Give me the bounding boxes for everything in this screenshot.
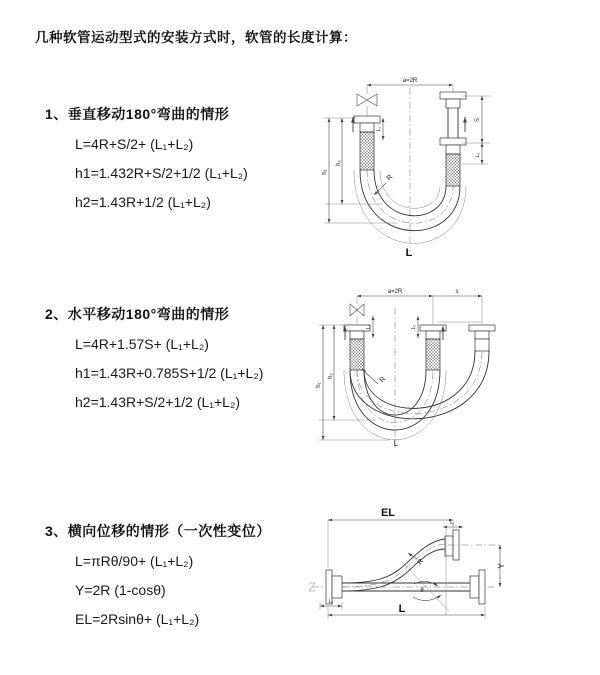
formula-h2: h2=1.43R+S/2+1/2 (L₁+L₂) — [75, 394, 241, 410]
dim-s-l2 — [462, 96, 490, 164]
radius-label: R — [378, 375, 388, 385]
dim-label-s: s — [455, 289, 459, 295]
braided-hose-section — [446, 154, 460, 186]
middle-pipe-flange — [420, 325, 446, 370]
dim-label-a2r: a=2R — [402, 78, 418, 84]
dim-el — [328, 507, 453, 568]
dim-label-h2: h₂ — [336, 160, 342, 166]
dim-a2r-s — [357, 289, 482, 324]
formula-y: Y=2R (1-cosθ) — [75, 582, 166, 598]
angle-theta — [401, 561, 449, 611]
left-pipe-flange — [344, 325, 370, 370]
valve-icon — [357, 94, 377, 106]
formula-h1: h1=1.432R+S/2+1/2 (L₁+L₂) — [75, 165, 248, 181]
dim-label-h1: h₁ — [322, 169, 328, 175]
dim-label-l2: L₂ — [475, 152, 481, 158]
formula-length: L=πRθ/90+ (L₁+L₂) — [75, 553, 194, 569]
length-label: L — [405, 247, 413, 259]
formula-h2: h2=1.43R+1/2 (L₁+L₂) — [75, 194, 211, 210]
right-pipe-flange — [440, 92, 466, 186]
dim-label-h1: h₁ — [316, 382, 322, 388]
radius-callout — [374, 174, 394, 195]
dim-label-y: Y — [497, 563, 506, 569]
dim-label-el: EL — [380, 507, 396, 519]
radius-label: R — [416, 557, 426, 567]
braided-hose-section — [360, 132, 374, 170]
formula-el: EL=2Rsinθ+ (L₁+L₂) — [75, 611, 200, 627]
dim-l1 — [443, 520, 463, 527]
braided-hose-section — [350, 339, 364, 370]
section-2-heading: 2、水平移动180°弯曲的情形 — [45, 306, 230, 322]
formula-length: L=4R+1.57S+ (L₁+L₂) — [75, 336, 209, 352]
angle-label: θ — [420, 588, 424, 594]
right-pipe-flange — [469, 325, 495, 351]
formula-length: L=4R+S/2+ (L₁+L₂) — [75, 136, 194, 152]
dim-label-h2: h₂ — [328, 373, 334, 379]
page-title: 几种软管运动型式的安装方式时，软管的长度计算： — [35, 30, 357, 45]
hose-u-shifted — [350, 351, 489, 419]
dim-label-l1: L₁ — [366, 324, 372, 330]
dim-label-l1: L₁ — [376, 126, 382, 132]
diagram-lateral-displacement — [300, 500, 600, 660]
dim-y — [497, 545, 506, 587]
dim-label-s: S — [475, 117, 481, 123]
dim-label-l1: L₁ — [449, 520, 455, 526]
section-2 — [45, 304, 315, 411]
formula-h1: h1=1.43R+0.785S+1/2 (L₁+L₂) — [75, 365, 264, 381]
lower-right-flange — [470, 570, 485, 604]
braided-hose-section — [426, 339, 440, 370]
dim-label-l2: L₂ — [411, 324, 417, 330]
diagram-horizontal-180-bend — [310, 280, 600, 460]
dim-l — [328, 603, 485, 619]
length-label: L — [393, 439, 399, 448]
dim-label-l2: L₂ — [328, 599, 334, 605]
dim-label-a2r: a=2R — [387, 289, 403, 295]
section-3 — [45, 521, 315, 628]
left-pipe-flange — [354, 116, 380, 170]
section-3-heading: 3、横向位移的情形（一次性变位） — [45, 523, 271, 539]
upper-right-flange — [445, 530, 500, 560]
dim-l2 — [320, 599, 342, 610]
dim-l1-l2 — [366, 316, 418, 338]
section-1-heading: 1、垂直移动180°弯曲的情形 — [45, 106, 230, 122]
valve-icon — [350, 304, 364, 316]
length-label: L — [398, 603, 406, 615]
diagram-vertical-180-bend — [310, 70, 590, 260]
radius-label: R — [385, 173, 395, 183]
section-1 — [45, 104, 315, 211]
